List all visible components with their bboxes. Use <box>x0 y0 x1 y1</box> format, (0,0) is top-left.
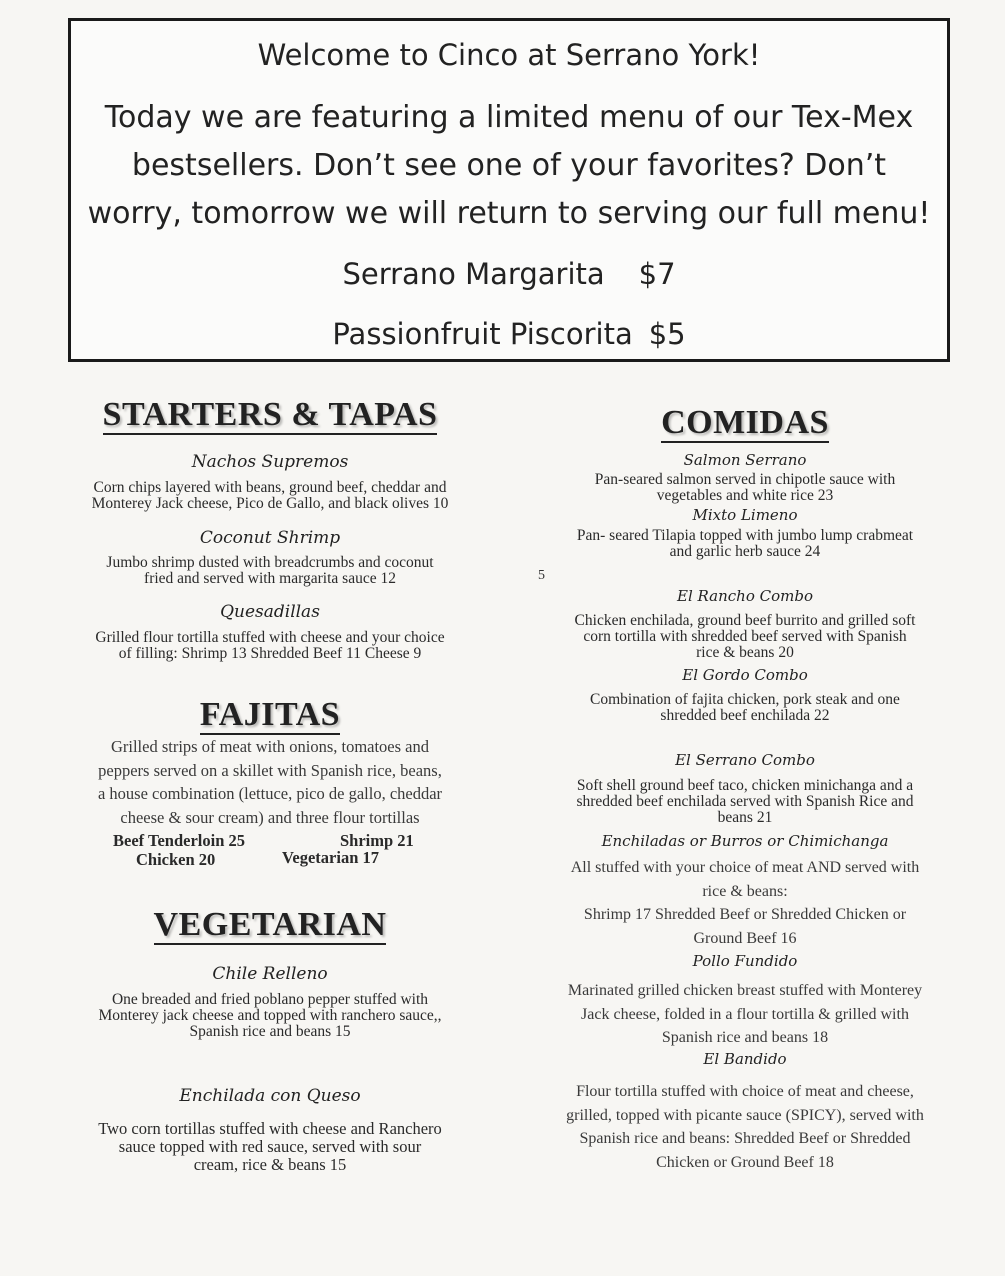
item-name-el-rancho-combo: El Rancho Combo <box>677 587 813 605</box>
fajita-option-chicken: Chicken 20 <box>136 850 216 869</box>
item-desc-mixto-limeno: Pan- seared Tilapia topped with jumbo lump crabmeat and garlic herb sauce 24 <box>576 527 914 560</box>
welcome-line-3: worry, tomorrow we will return to serving our full menu! <box>87 196 931 231</box>
item-name-el-gordo-combo: El Gordo Combo <box>682 666 808 684</box>
fajita-option-shrimp: Shrimp 21 <box>340 831 414 850</box>
item-desc-pollo-fundido: Marinated grilled chicken breast stuffed with Monterey Jack cheese, folded in a flour tortilla & grilled with Spanish rice and beans 18 <box>567 982 923 1046</box>
section-heading-comidas: COMIDAS <box>661 404 829 441</box>
item-name-coconut-shrimp: Coconut Shrimp <box>199 528 341 548</box>
item-desc-chile-relleno: One breaded and fried poblano pepper stuffed with Monterey jack cheese and topped with ranchero sauce,, Spanish rice and beans 15 <box>98 991 442 1040</box>
fajita-option-vegetarian: Vegetarian 17 <box>282 848 380 867</box>
stray-number: 5 <box>538 568 545 583</box>
fajitas-description: Grilled strips of meat with onions, tomatoes and peppers served on a skillet with Spanish rice, beans, a house combination (lettuce, pico de gallo, cheddar cheese & sour cream) and three flour tortillas <box>97 737 443 827</box>
item-desc-nachos: Corn chips layered with beans, ground beef, cheddar and Monterey Jack cheese, Pico de Gallo, and black olives 10 <box>91 479 449 512</box>
item-name-enchiladas-burros-chimichanga: Enchiladas or Burros or Chimichanga <box>601 832 889 850</box>
item-desc-enchiladas-burros-chimichanga: All stuffed with your choice of meat AND served with rice & beans: Shrimp 17 Shredded Beef or Shredded Chicken or Ground Beef 16 <box>570 859 920 947</box>
item-desc-enchilada-con-queso: Two corn tortillas stuffed with cheese and Ranchero sauce topped with red sauce, served with sour cream, rice & beans 15 <box>98 1119 442 1174</box>
item-desc-quesadillas: Grilled flour tortilla stuffed with cheese and your choice of filling: Shrimp 13 Shredded Beef 11 Cheese 9 <box>95 629 445 662</box>
item-desc-salmon-serrano: Pan-seared salmon served in chipotle sauce with vegetables and white rice 23 <box>594 471 896 504</box>
section-heading-fajitas: FAJITAS <box>199 696 341 733</box>
section-heading-starters: STARTERS & TAPAS <box>102 396 438 433</box>
item-name-quesadillas: Quesadillas <box>220 602 320 622</box>
item-name-el-serrano-combo: El Serrano Combo <box>675 751 815 769</box>
item-name-enchilada-con-queso: Enchilada con Queso <box>179 1086 361 1106</box>
item-desc-el-gordo-combo: Combination of fajita chicken, pork steak and one shredded beef enchilada 22 <box>590 691 900 724</box>
drink-name: Passionfruit Piscorita <box>332 317 633 351</box>
section-heading-vegetarian: VEGETARIAN <box>153 906 387 943</box>
drink-price: $5 <box>648 317 686 351</box>
welcome-line-1: Today we are featuring a limited menu of our Tex-Mex <box>104 100 914 135</box>
right-column <box>530 0 960 1276</box>
welcome-title: Welcome to Cinco at Serrano York! <box>257 38 761 72</box>
item-desc-el-serrano-combo: Soft shell ground beef taco, chicken minichanga and a shredded beef enchilada served with Spanish Rice and beans 21 <box>576 777 914 826</box>
left-column <box>50 0 490 1276</box>
welcome-line-2: bestsellers. Don’t see one of your favorites? Don’t <box>131 148 887 183</box>
item-name-nachos: Nachos Supremos <box>191 452 349 472</box>
item-name-el-bandido: El Bandido <box>703 1050 787 1068</box>
item-name-salmon-serrano: Salmon Serrano <box>683 451 807 469</box>
item-name-pollo-fundido: Pollo Fundido <box>692 952 798 970</box>
drink-price: $7 <box>638 257 676 291</box>
item-desc-coconut-shrimp: Jumbo shrimp dusted with breadcrumbs and coconut fried and served with margarita sauce 12 <box>106 554 434 587</box>
drink-name: Serrano Margarita <box>342 257 605 291</box>
item-name-chile-relleno: Chile Relleno <box>212 964 328 984</box>
item-name-mixto-limeno: Mixto Limeno <box>692 506 798 524</box>
item-desc-el-rancho-combo: Chicken enchilada, ground beef burrito and grilled soft corn tortilla with shredded beef served with Spanish rice & beans 20 <box>574 612 916 661</box>
item-desc-el-bandido: Flour tortilla stuffed with choice of meat and cheese, grilled, topped with picante sauce (SPICY), served with Spanish rice and beans: Shredded Beef or Shredded Chicken or Ground Beef 18 <box>566 1083 924 1171</box>
fajita-option-beef: Beef Tenderloin 25 <box>113 831 246 850</box>
